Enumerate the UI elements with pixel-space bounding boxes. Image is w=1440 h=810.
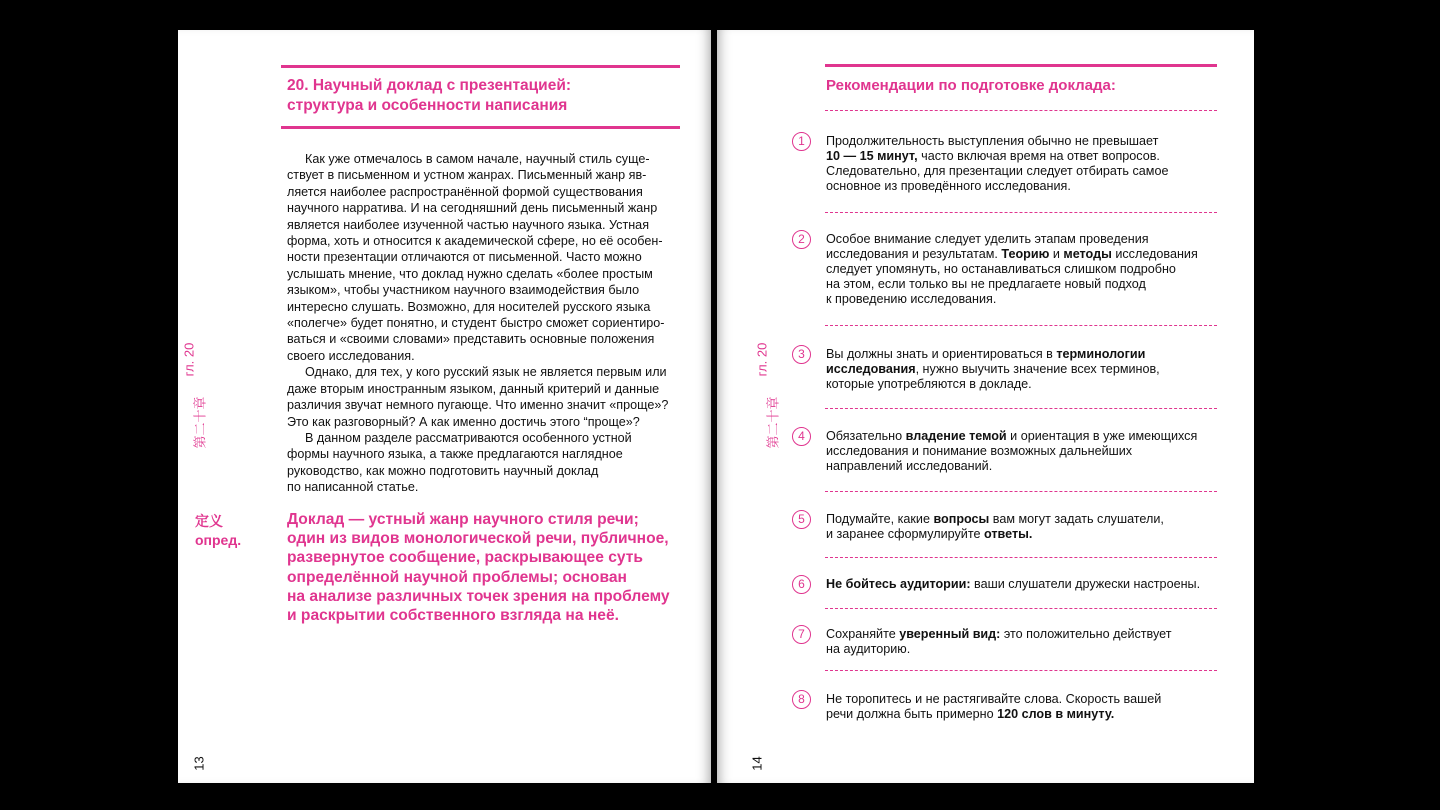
heading-top-rule bbox=[825, 64, 1217, 67]
side-chapter-cn: 第二十章 bbox=[765, 396, 781, 449]
separator bbox=[825, 608, 1217, 609]
definition-line: Доклад — устный жанр научного стиля речи; bbox=[287, 511, 639, 528]
definition-label bbox=[195, 512, 241, 550]
body-line: ваться и «своими словами» представить основные положения bbox=[287, 332, 655, 347]
body-line: Как уже отмечалось в самом начале, научный стиль суще- bbox=[305, 152, 650, 166]
separator bbox=[825, 670, 1217, 671]
item-text bbox=[826, 692, 1216, 722]
item-line: Особое внимание следует уделить этапам проведения bbox=[826, 232, 1149, 246]
separator bbox=[825, 325, 1217, 326]
item-line: 10 — 15 минут, часто включая время на ответ вопросов. bbox=[826, 149, 1160, 163]
body-line: по написанной статье. bbox=[287, 480, 419, 495]
page-number: 13 bbox=[191, 756, 207, 771]
item-line: Сохраняйте уверенный вид: это положительно действует bbox=[826, 627, 1172, 641]
body-line: формы научного языка, а также предлагаются наглядное bbox=[287, 447, 623, 462]
chapter-title-line: структура и особенности написания bbox=[287, 97, 568, 114]
chapter-title-line: 20. Научный доклад с презентацией: bbox=[287, 77, 572, 94]
item-line: Не торопитесь и не растягивайте слова. Скорость вашей bbox=[826, 692, 1162, 706]
body-line: интересно слушать. Возможно, для носителей русского языка bbox=[287, 299, 651, 314]
item-line: основное из проведённого исследования. bbox=[826, 179, 1071, 193]
item-text bbox=[826, 429, 1216, 474]
item-line: исследования, нужно выучить значение всех терминов, bbox=[826, 362, 1160, 376]
definition-line: один из видов монологической речи, публичное, bbox=[287, 530, 669, 548]
body-line: ляется наиболее распространённой формой существования bbox=[287, 184, 643, 199]
separator bbox=[825, 408, 1217, 409]
body-line: даже вторым иностранным языком, данный критерий и данные bbox=[287, 381, 660, 396]
item-number-badge: 1 bbox=[792, 132, 811, 151]
item-line: исследования и понимание возможных дальнейших bbox=[826, 444, 1133, 458]
body-line: Однако, для тех, у кого русский язык не является первым или bbox=[305, 365, 667, 380]
body-line: руководство, как можно подготовить научный доклад bbox=[287, 463, 599, 478]
item-line: Продолжительность выступления обычно не превышает bbox=[826, 134, 1159, 148]
item-line: на этом, если только вы не предлагаете новый подход bbox=[826, 277, 1146, 291]
item-line: и заранее сформулируйте ответы. bbox=[826, 527, 1033, 541]
item-line: Подумайте, какие вопросы вам могут задать слушатели, bbox=[826, 512, 1164, 526]
body-line: «полегче» будет понятно, и студент быстро сможет сориентиро- bbox=[287, 316, 665, 331]
body-line: различия звучат немного пугающе. Что именно значит «проще»? bbox=[287, 398, 669, 413]
definition-line: на анализе различных точек зрения на проблему bbox=[287, 587, 670, 605]
separator bbox=[825, 491, 1217, 492]
side-chapter-ru: гл. 20 bbox=[754, 342, 770, 377]
item-line: направлений исследований. bbox=[826, 459, 993, 473]
item-line: речи должна быть примерно 120 слов в минуту. bbox=[826, 707, 1115, 721]
title-top-rule bbox=[281, 65, 680, 68]
body-line: форма, хоть и относится к академической сфере, но её особен- bbox=[287, 234, 663, 249]
item-line: Вы должны знать и ориентироваться в терминологии bbox=[826, 347, 1146, 361]
body-line: услышать мнение, что доклад нужно сделать «более простым bbox=[287, 266, 653, 281]
definition-text bbox=[287, 510, 687, 625]
item-number-badge: 3 bbox=[792, 345, 811, 364]
page-number: 14 bbox=[749, 756, 765, 771]
item-line: Обязательно владение темой и ориентация в уже имеющихся bbox=[826, 429, 1198, 443]
body-line: В данном разделе рассматриваются особенного устной bbox=[305, 430, 632, 445]
right-page bbox=[717, 30, 1254, 783]
item-line: на аудиторию. bbox=[826, 642, 911, 656]
item-text bbox=[826, 577, 1216, 592]
recommendations-heading: Рекомендации по подготовке доклада: bbox=[826, 77, 1116, 94]
item-text bbox=[826, 134, 1216, 194]
body-line: языком», чтобы участником научного взаимодействия было bbox=[287, 283, 640, 298]
item-number-badge: 2 bbox=[792, 230, 811, 249]
item-line: которые употребляются в докладе. bbox=[826, 377, 1032, 391]
body-line: является наиболее изученной частью научного языка. Устная bbox=[287, 217, 650, 232]
item-number-badge: 5 bbox=[792, 510, 811, 529]
item-line: к проведению исследования. bbox=[826, 292, 997, 306]
definition-line: развернутое сообщение, раскрывающее суть bbox=[287, 549, 643, 567]
side-chapter-cn: 第二十章 bbox=[192, 396, 208, 449]
item-number-badge: 7 bbox=[792, 625, 811, 644]
item-number-badge: 8 bbox=[792, 690, 811, 709]
body-line: ности презентации отличаются от письменной. Часто можно bbox=[287, 250, 642, 265]
body-line: своего исследования. bbox=[287, 348, 415, 363]
chapter-title bbox=[287, 76, 687, 116]
body-text bbox=[287, 151, 679, 496]
definition-label-cn: 定义 bbox=[195, 513, 223, 529]
item-line: Не бойтесь аудитории: ваши слушатели дружески настроены. bbox=[826, 577, 1201, 591]
definition-line: определённой научной проблемы; основан bbox=[287, 568, 627, 586]
side-chapter-ru: гл. 20 bbox=[181, 342, 197, 377]
item-number-badge: 6 bbox=[792, 575, 811, 594]
separator bbox=[825, 557, 1217, 558]
item-line: исследования и результатам. Теорию и методы исследования bbox=[826, 247, 1198, 261]
item-text bbox=[826, 232, 1216, 307]
item-text bbox=[826, 512, 1216, 542]
item-text bbox=[826, 347, 1216, 392]
definition-line: и раскрытии собственного взгляда на неё. bbox=[287, 607, 619, 625]
separator bbox=[825, 212, 1217, 213]
title-bottom-rule bbox=[281, 126, 680, 129]
separator bbox=[825, 110, 1217, 111]
body-line: научного нарратива. И на сегодняшний день письменный жанр bbox=[287, 201, 658, 216]
item-line: следует упомянуть, но останавливаться слишком подробно bbox=[826, 262, 1176, 276]
body-line: ствует в письменном и устном жанрах. Письменный жанр яв- bbox=[287, 168, 647, 183]
left-page bbox=[178, 30, 711, 783]
item-text bbox=[826, 627, 1216, 657]
definition-label-ru: опред. bbox=[195, 532, 242, 548]
body-line: Это как разговорный? А как именно достичь этого “проще»? bbox=[287, 414, 640, 429]
item-line: Следовательно, для презентации следует отбирать самое bbox=[826, 164, 1169, 178]
item-number-badge: 4 bbox=[792, 427, 811, 446]
